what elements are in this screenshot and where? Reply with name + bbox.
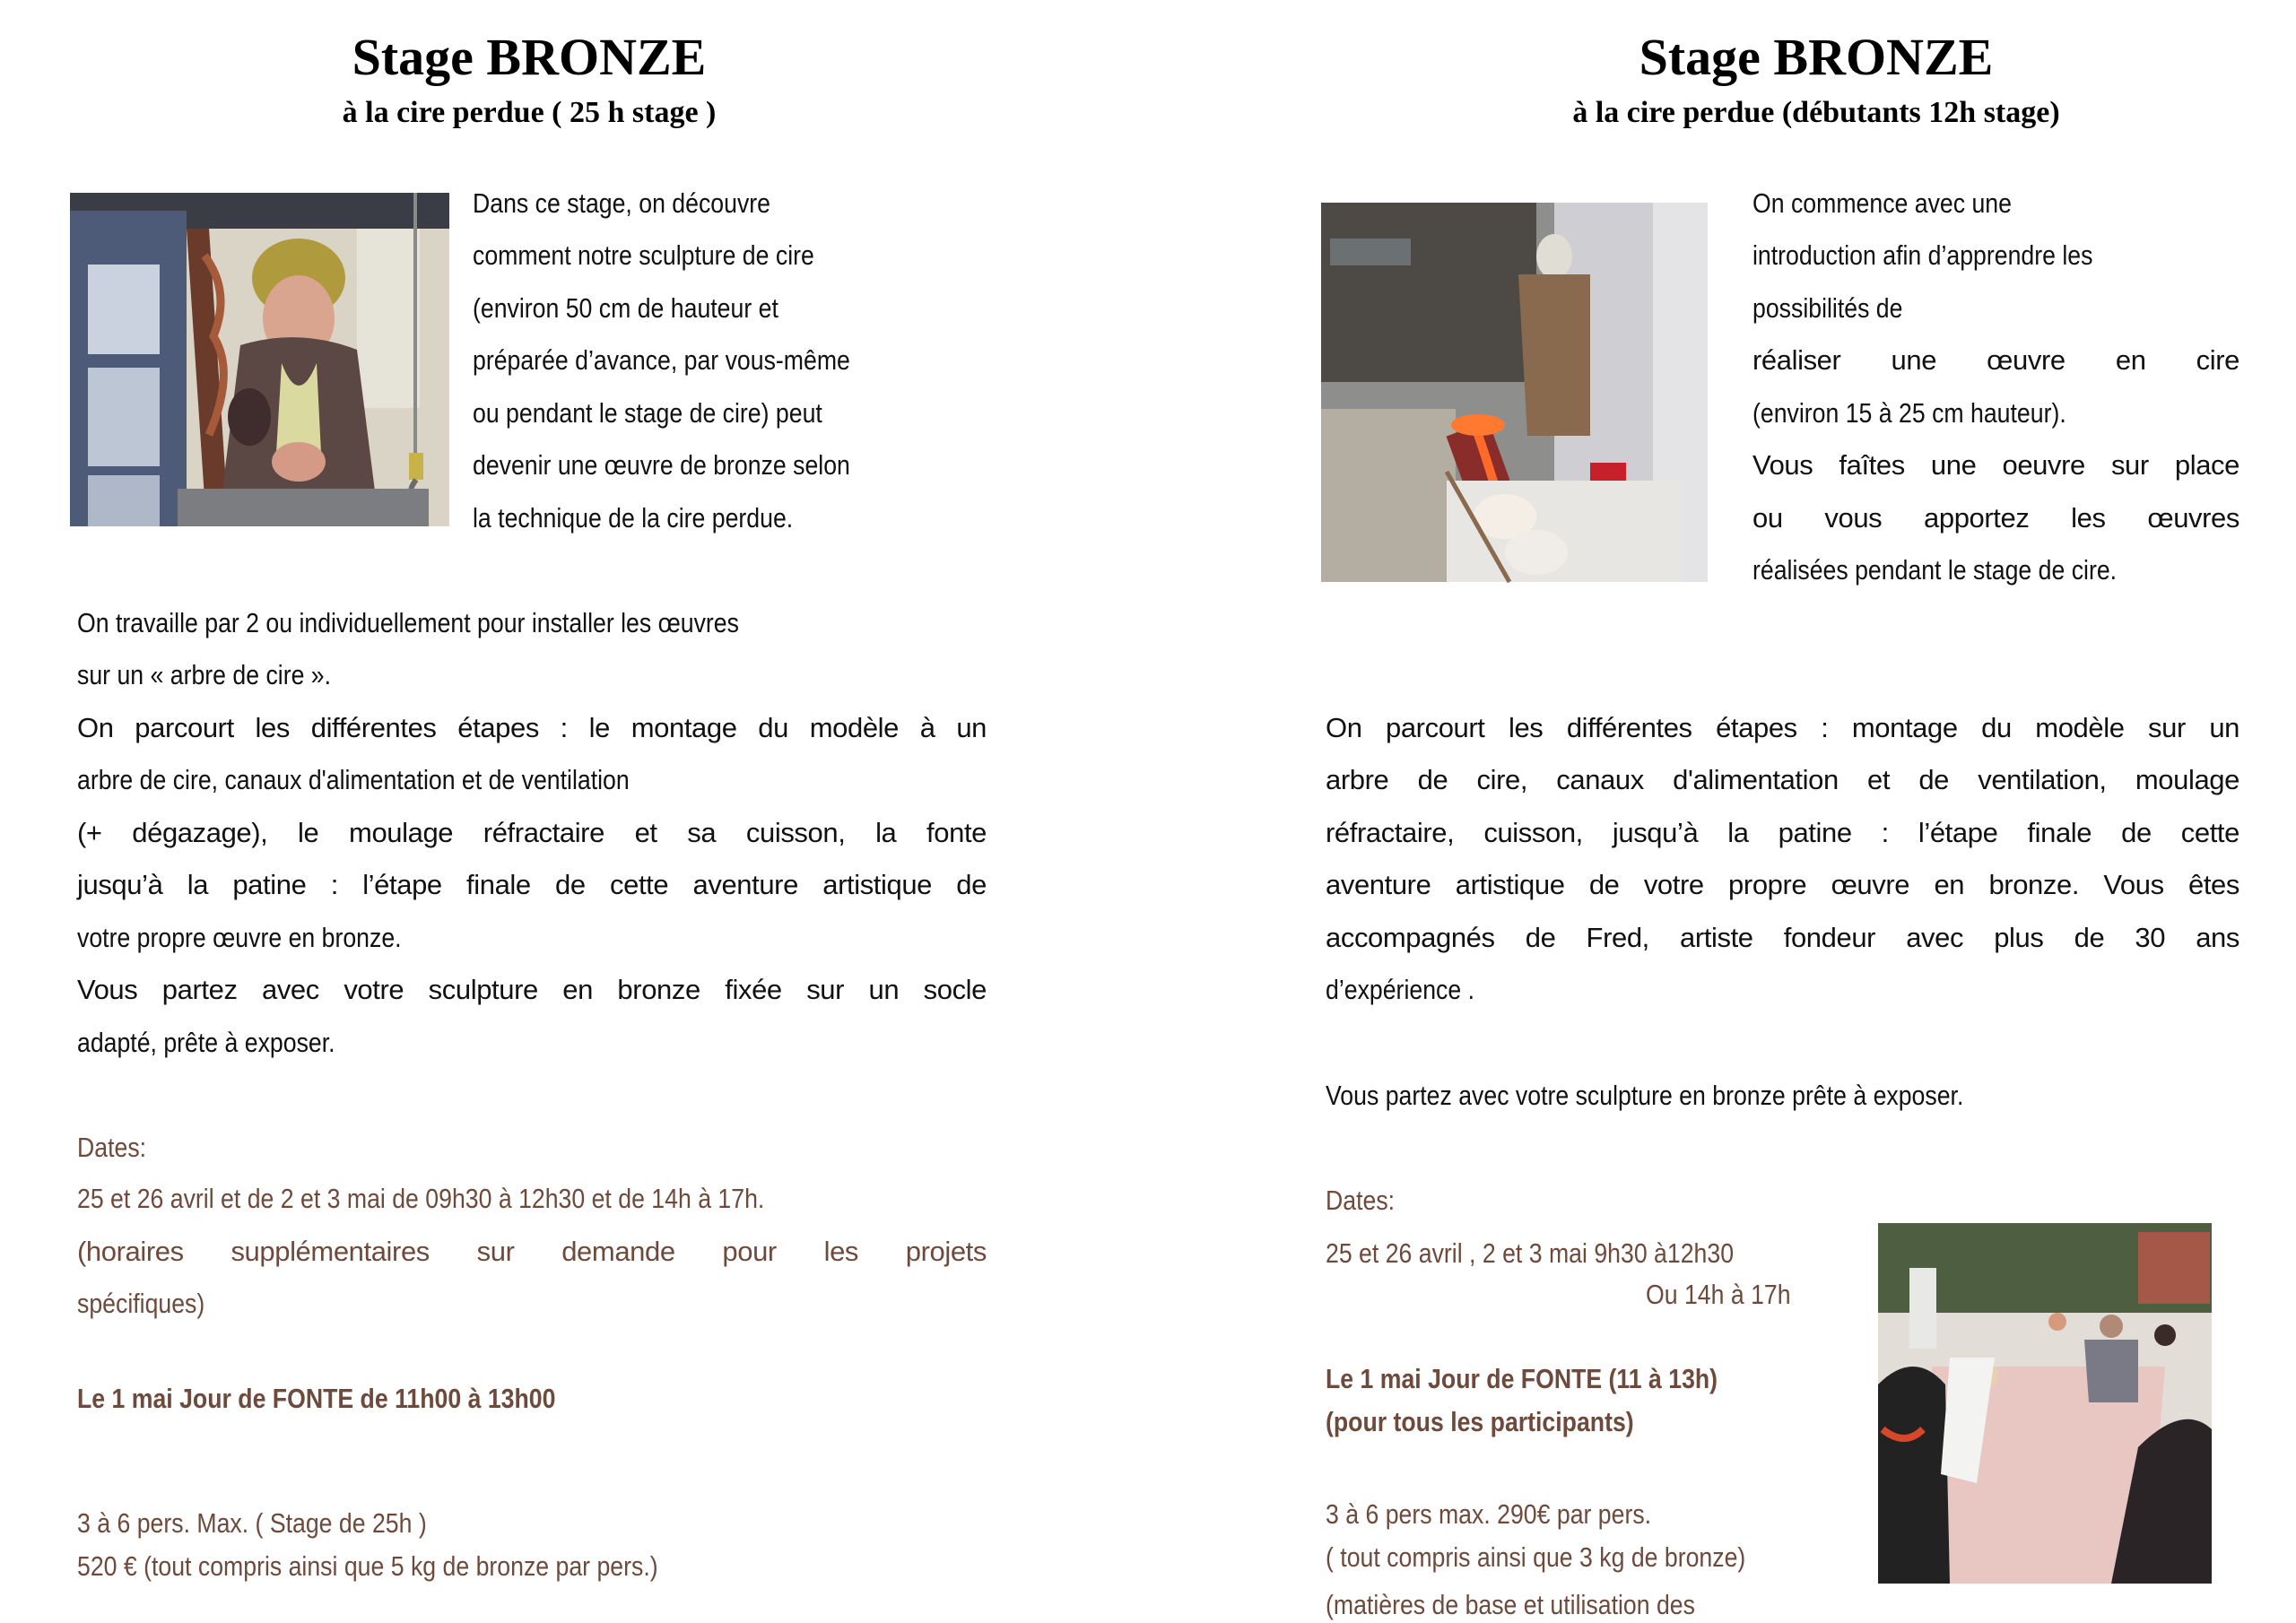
- left-photo-sculptor: [70, 193, 449, 526]
- right-intro-line: possibilités de: [1752, 292, 1903, 324]
- right-capacity: 3 à 6 pers max. 290€ par pers.: [1326, 1498, 1652, 1530]
- left-intro-line: préparée d’avance, par vous-même: [473, 344, 850, 376]
- left-body-line: (+ dégazage), le moulage réfractaire et sa cuisson, la fonte: [77, 817, 987, 848]
- right-intro-line: réalisées pendant le stage de cire.: [1752, 554, 2118, 586]
- right-fonte-note: (pour tous les participants): [1326, 1406, 1634, 1437]
- left-dates-line: 25 et 26 avril et de 2 et 3 mai de 09h30 à 12h30 et de 14h à 17h.: [77, 1183, 765, 1214]
- right-photo-group: [1878, 1223, 2212, 1584]
- right-price: ( tout compris ainsi que 3 kg de bronze): [1326, 1541, 1746, 1573]
- left-body-line: On travaille par 2 ou individuellement pour installer les œuvres: [77, 607, 739, 638]
- right-clipped-line: (matières de base et utilisation des: [1326, 1589, 1695, 1620]
- group-photo-icon: [1878, 1223, 2212, 1584]
- right-intro-line: (environ 15 à 25 cm hauteur).: [1752, 397, 2066, 429]
- right-clipped-line-wrap: [1326, 1587, 1882, 1620]
- right-fonte-day: Le 1 mai Jour de FONTE (11 à 13h): [1326, 1363, 1718, 1394]
- foundry-photo-icon: [1321, 203, 1708, 582]
- right-dates-line: 25 et 26 avril , 2 et 3 mai 9h30 à12h30: [1326, 1237, 1735, 1269]
- left-body-line: adapté, prête à exposer.: [77, 1027, 335, 1058]
- left-fonte-day: Le 1 mai Jour de FONTE de 11h00 à 13h00: [77, 1383, 556, 1414]
- left-body-line: jusqu’à la patine : l’étape finale de cette aventure artistique de: [77, 869, 987, 900]
- right-outro-line: Vous partez avec votre sculpture en bronze prête à exposer.: [1326, 1080, 1964, 1111]
- left-subtitle: à la cire perdue ( 25 h stage ): [342, 96, 717, 129]
- sculptor-photo-icon: [70, 193, 449, 526]
- left-intro-line: Dans ce stage, on découvre: [473, 187, 770, 219]
- left-intro-line: ou pendant le stage de cire) peut: [473, 397, 822, 429]
- right-body-line: d’expérience .: [1326, 974, 1474, 1005]
- right-intro-line: On commence avec une: [1752, 187, 2012, 219]
- right-body-line: aventure artistique de votre propre œuvre en bronze. Vous êtes: [1326, 869, 2239, 900]
- left-dates-line: spécifiques): [77, 1288, 205, 1319]
- left-body-line: sur un « arbre de cire ».: [77, 659, 332, 690]
- right-title: Stage BRONZE: [1639, 28, 1994, 86]
- right-dates-label: Dates:: [1326, 1185, 1396, 1216]
- right-intro-line: réaliser une œuvre en cire: [1752, 344, 2239, 376]
- left-intro-line: (environ 50 cm de hauteur et: [473, 292, 778, 324]
- right-body-line: On parcourt les différentes étapes : montage du modèle sur un: [1326, 712, 2239, 743]
- left-intro-line: la technique de la cire perdue.: [473, 502, 794, 534]
- right-body-line: arbre de cire, canaux d'alimentation et de ventilation, moulage: [1326, 764, 2239, 795]
- left-capacity: 3 à 6 pers. Max. ( Stage de 25h ): [77, 1507, 427, 1539]
- left-intro-line: devenir une œuvre de bronze selon: [473, 449, 850, 481]
- left-body-line: arbre de cire, canaux d'alimentation et de ventilation: [77, 764, 630, 795]
- right-photo-pouring: [1321, 203, 1708, 582]
- right-dates-alt: Ou 14h à 17h: [1646, 1279, 1791, 1310]
- left-body-line: votre propre œuvre en bronze.: [77, 922, 402, 953]
- right-intro-line: ou vous apportez les œuvres: [1752, 502, 2239, 534]
- left-intro-line: comment notre sculpture de cire: [473, 239, 814, 271]
- right-body-line: réfractaire, cuisson, jusqu’à la patine : l’étape finale de cette: [1326, 817, 2239, 848]
- right-intro-line: Vous faîtes une oeuvre sur place: [1752, 449, 2239, 481]
- left-body-line: Vous partez avec votre sculpture en bronze fixée sur un socle: [77, 974, 987, 1005]
- right-body-line: accompagnés de Fred, artiste fondeur avec plus de 30 ans: [1326, 922, 2239, 953]
- left-title: Stage BRONZE: [352, 28, 707, 86]
- left-dates-line: (horaires supplémentaires sur demande pour les projets: [77, 1236, 987, 1267]
- right-intro-line: introduction afin d’apprendre les: [1752, 239, 2093, 271]
- left-body-line: On parcourt les différentes étapes : le montage du modèle à un: [77, 712, 987, 743]
- left-dates-label: Dates:: [77, 1132, 147, 1163]
- left-price: 520 € (tout compris ainsi que 5 kg de bronze par pers.): [77, 1550, 658, 1582]
- right-subtitle: à la cire perdue (débutants 12h stage): [1572, 96, 2060, 129]
